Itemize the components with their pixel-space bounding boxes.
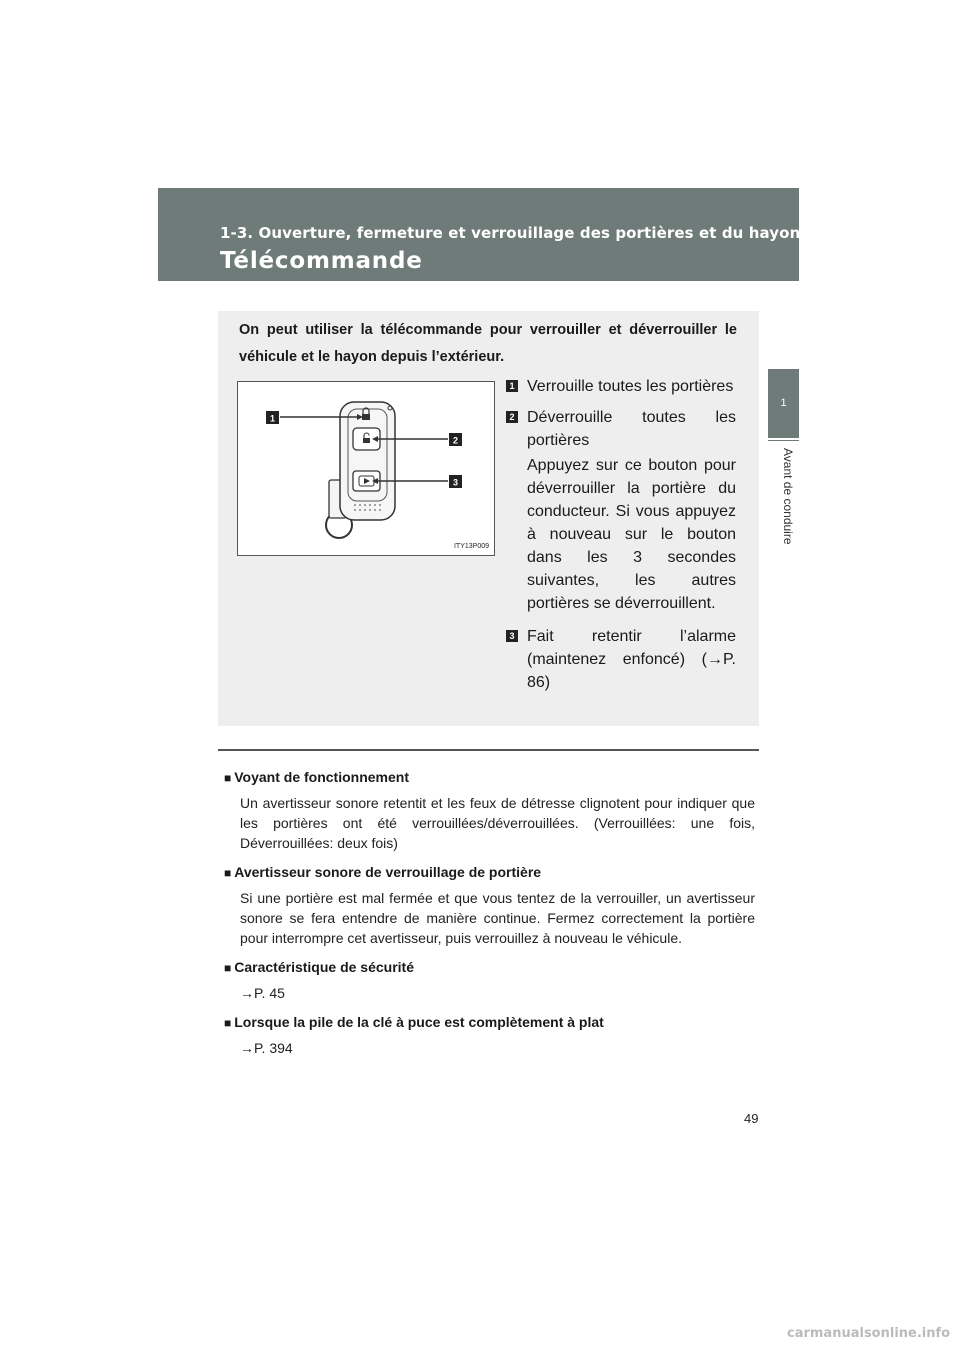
note-heading: ■ Caractéristique de sécurité — [224, 959, 414, 975]
chapter-tab[interactable]: 1 — [768, 369, 799, 438]
chapter-label: Avant de conduire — [781, 448, 795, 545]
header-bar — [158, 188, 799, 281]
callout-item — [506, 375, 736, 398]
callout-item — [506, 625, 736, 694]
callout-number: 2 — [506, 411, 518, 423]
bullet-icon: ■ — [224, 1016, 232, 1030]
note-heading: ■ Lorsque la pile de la clé à puce est complètement à plat — [224, 1014, 604, 1030]
key-fob-figure — [237, 381, 495, 556]
callout-number: 3 — [506, 630, 518, 642]
page-title: Télécommande — [220, 248, 423, 274]
chapter-divider — [768, 440, 799, 441]
watermark: carmanualsonline.info — [787, 1326, 951, 1341]
callout-label: Verrouille toutes les portières — [527, 378, 734, 395]
intro-text: On peut utiliser la télécommande pour verrouiller et déverrouiller le véhicule et le hayon depuis l’extérieur. — [239, 322, 737, 365]
callout-description: Appuyez sur ce bouton pour déverrouiller la portière du conducteur. Si vous appuyez à nouveau sur le bouton dans les 3 secondes suivantes, les autres portières se déverrouillent. — [527, 457, 736, 612]
figure-marker-1: 1 — [269, 413, 276, 424]
page-number: 49 — [744, 1111, 759, 1126]
note-heading: ■ Avertisseur sonore de verrouillage de portière — [224, 864, 542, 880]
intro-box — [218, 311, 759, 726]
note-heading: ■ Voyant de fonctionnement — [224, 769, 409, 785]
key-fob-icon — [238, 382, 494, 555]
bullet-icon: ■ — [224, 771, 232, 785]
callout-label: Fait retentir l’alarme (maintenez enfoncé) (→P. 86) — [527, 628, 736, 691]
bullet-icon: ■ — [224, 866, 232, 880]
callout-label: Déverrouille toutes les portières — [527, 409, 736, 449]
note-body[interactable]: →P. 394 — [240, 1040, 293, 1056]
bullet-icon: ■ — [224, 961, 232, 975]
callout-item — [506, 406, 736, 452]
figure-marker-3: 3 — [452, 477, 459, 488]
section-title: 1-3. Ouverture, fermeture et verrouillage des portières et du hayon — [220, 224, 801, 242]
callout-list — [506, 375, 736, 696]
callout-number: 1 — [506, 380, 518, 392]
note-body: Un avertisseur sonore retentit et les feux de détresse clignotent pour indiquer que les portières ont été verrouillées/déverrouillées. (Verrouillées: une fois, Déverrouillées: deux fois) — [240, 795, 755, 851]
figure-code: ITY13P009 — [453, 543, 489, 550]
figure-marker-2: 2 — [452, 435, 459, 446]
note-body: Si une portière est mal fermée et que vous tentez de la verrouiller, un avertisseur sonore se fera entendre de manière continue. Fermez correctement la portière pour interrompre cet avertisseur, puis verrouillez à nouveau le véhicule. — [240, 890, 755, 946]
note-body[interactable]: →P. 45 — [240, 985, 285, 1001]
notes-list — [224, 767, 755, 1067]
section-divider — [218, 749, 759, 751]
